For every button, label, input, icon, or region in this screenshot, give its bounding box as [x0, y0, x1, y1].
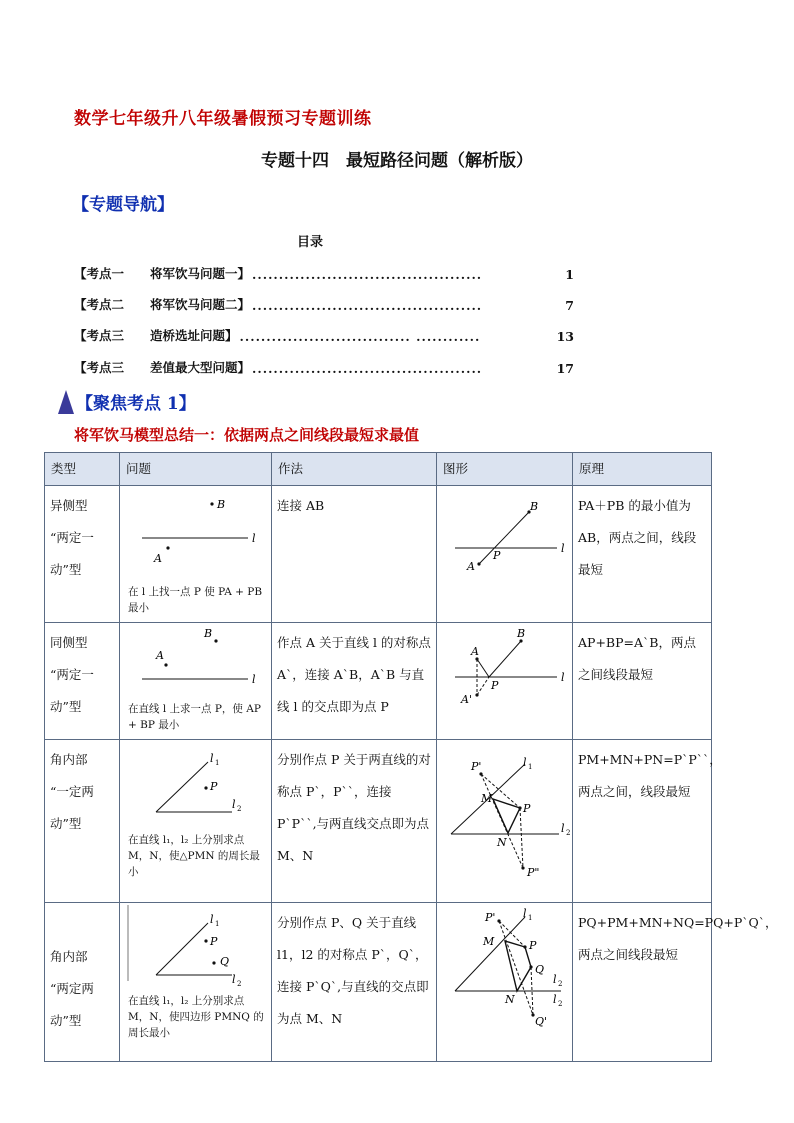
figure-cell: [437, 740, 573, 903]
svg-text:A': A': [461, 693, 472, 706]
toc-heading: 目录: [296, 235, 323, 250]
svg-text:l: l: [561, 542, 565, 555]
table-row: [45, 623, 712, 740]
svg-text:A: A: [156, 649, 164, 662]
table-row: [45, 740, 712, 903]
label-A: A: [154, 552, 162, 565]
principle-cell: PQ+PM+MN+NQ=PQ+P`Q`，两点之间线段最短: [573, 903, 712, 1062]
header-problem: 问题: [120, 453, 272, 486]
problem-caption: 在 l 上找一点 P 使 PA + PB 最小: [128, 586, 263, 614]
label-B: B: [217, 498, 226, 511]
toc-item-3[interactable]: [74, 324, 574, 344]
svg-text:P: P: [491, 679, 499, 692]
svg-text:l: l: [523, 907, 527, 920]
svg-text:M: M: [481, 792, 493, 805]
svg-text:A: A: [467, 560, 475, 573]
problem-figure: [120, 740, 270, 820]
problem-caption: 在直线 l 上求一点 P，使 AP + BP 最小: [128, 703, 261, 731]
svg-text:l: l: [210, 752, 214, 765]
toc-point: 【考点三: [74, 328, 125, 343]
figure-cell: [437, 903, 573, 1062]
label-l: l: [252, 532, 256, 545]
problem-cell: [120, 623, 272, 740]
svg-text:l: l: [561, 822, 565, 835]
svg-text:B: B: [517, 627, 526, 640]
svg-text:P: P: [210, 935, 218, 948]
header-type: 类型: [45, 453, 120, 486]
toc-topic: 将军饮马问题一】: [150, 266, 251, 281]
toc-dots: ...........................................: [252, 361, 483, 376]
focus-label: 【聚焦考点 1】: [76, 394, 196, 414]
svg-text:2: 2: [237, 980, 242, 988]
toc-topic: 差值最大型问题】: [150, 360, 251, 375]
svg-text:l: l: [523, 756, 527, 769]
toc-point: 【考点二: [74, 297, 125, 312]
svg-text:1: 1: [528, 763, 533, 771]
svg-text:2: 2: [237, 805, 242, 813]
svg-text:A: A: [471, 645, 479, 658]
problem-figure: [120, 486, 270, 572]
row-type: 角内部 “一定两 动”型: [45, 740, 120, 903]
model-table: [44, 452, 778, 1062]
svg-text:P: P: [529, 939, 537, 952]
svg-text:P: P: [493, 549, 501, 562]
svg-text:2: 2: [566, 829, 571, 837]
row-type: 角内部 “两定两 动”型: [45, 903, 120, 1062]
method-cell: 作点 A 关于直线 l 的对称点 A`，连接 A`B，A`B 与直线 l 的交点即为点 P: [272, 623, 437, 740]
svg-text:Q: Q: [535, 963, 545, 976]
row-type: 同侧型 “两定一 动”型: [45, 623, 120, 740]
toc-dots: ...........................................: [252, 267, 483, 282]
toc-item-4[interactable]: [74, 356, 574, 376]
toc-topic: 造桥选址问题】: [150, 328, 238, 343]
method-cell: 分别作点 P、Q 关于直线 l1，l2 的对称点 P`，Q`，连接 P`Q`,与直线的交点即为点 M、N: [272, 903, 437, 1062]
principle-cell: AP+BP=A`B，两点之间线段最短: [573, 623, 712, 740]
problem-caption: 在直线 l₁，l₂ 上分别求点 M，N，使△PMN 的周长最小: [128, 834, 260, 878]
model-summary: 将军饮马模型总结一：依据两点之间线段最短求最值: [74, 426, 420, 444]
method-cell: 连接 AB: [272, 486, 437, 623]
svg-text:l: l: [232, 973, 236, 986]
header-method: 作法: [272, 453, 437, 486]
toc-page: 13: [556, 329, 574, 344]
toc-dots: ................................ ............: [239, 329, 481, 344]
svg-text:P': P': [471, 760, 482, 773]
toc-point: 【考点一: [74, 266, 125, 281]
toc-dots: ...........................................: [252, 298, 483, 313]
solution-figure: [437, 903, 573, 1049]
figure-cell: [437, 623, 573, 740]
principle-cell: PM+MN+PN=P`P``，两点之间，线段最短: [573, 740, 712, 903]
toc-item-2[interactable]: [74, 293, 574, 313]
svg-text:B: B: [530, 500, 539, 513]
principle-cell: PA＋PB 的最小值为 AB，两点之间，线段最短: [573, 486, 712, 623]
focus-heading: [58, 389, 196, 414]
row-type: 异侧型 “两定一 动”型: [45, 486, 120, 623]
solution-figure: [437, 740, 573, 890]
svg-text:M: M: [483, 935, 495, 948]
svg-text:P": P": [527, 866, 540, 879]
svg-text:P: P: [210, 780, 218, 793]
toc-page: 1: [565, 267, 574, 282]
svg-text:l: l: [553, 993, 557, 1006]
solution-figure: [437, 623, 573, 727]
nav-heading: 【专题导航】: [72, 195, 174, 215]
problem-cell: [120, 486, 272, 623]
svg-text:2: 2: [558, 1000, 563, 1008]
svg-text:2: 2: [558, 980, 563, 988]
method-cell: 分别作点 P 关于两直线的对称点 P`，P``，连接 P`P``,与两直线交点即为点 M、N: [272, 740, 437, 903]
svg-text:Q: Q: [220, 955, 230, 968]
table-row: [45, 486, 712, 623]
figure-cell: [437, 486, 573, 623]
svg-text:1: 1: [215, 759, 220, 767]
solution-figure: [437, 486, 573, 610]
svg-text:N: N: [497, 836, 507, 849]
triangle-icon: [58, 390, 74, 414]
problem-cell: [120, 740, 272, 903]
svg-text:l: l: [232, 798, 236, 811]
svg-text:P': P': [485, 911, 496, 924]
svg-text:1: 1: [215, 920, 220, 928]
header-principle: 原理: [573, 453, 712, 486]
page-title: 专题十四 最短路径问题（解析版）: [261, 151, 533, 171]
table-row: [45, 903, 712, 1062]
svg-text:Q': Q': [535, 1015, 548, 1028]
svg-text:1: 1: [528, 914, 533, 922]
svg-text:B: B: [204, 627, 213, 640]
svg-text:l: l: [561, 671, 565, 684]
toc-page: 17: [556, 361, 574, 376]
header-figure: 图形: [437, 453, 573, 486]
problem-figure: [120, 903, 270, 988]
problem-figure: [120, 623, 270, 689]
toc-topic: 将军饮马问题二】: [150, 297, 251, 312]
series-title: 数学七年级升八年级暑假预习专题训练: [74, 109, 372, 129]
toc-point: 【考点三: [74, 360, 125, 375]
problem-cell: [120, 903, 272, 1062]
problem-caption: 在直线 l₁，l₂ 上分别求点 M，N，使四边形 PMNQ 的周长最小: [128, 995, 264, 1039]
toc-item-1[interactable]: [74, 262, 574, 282]
svg-text:l: l: [210, 913, 214, 926]
svg-text:N: N: [505, 993, 515, 1006]
svg-text:l: l: [553, 973, 557, 986]
svg-text:l: l: [252, 673, 256, 686]
toc-page: 7: [565, 298, 574, 313]
svg-text:P: P: [523, 802, 531, 815]
table-header-row: [45, 453, 712, 486]
